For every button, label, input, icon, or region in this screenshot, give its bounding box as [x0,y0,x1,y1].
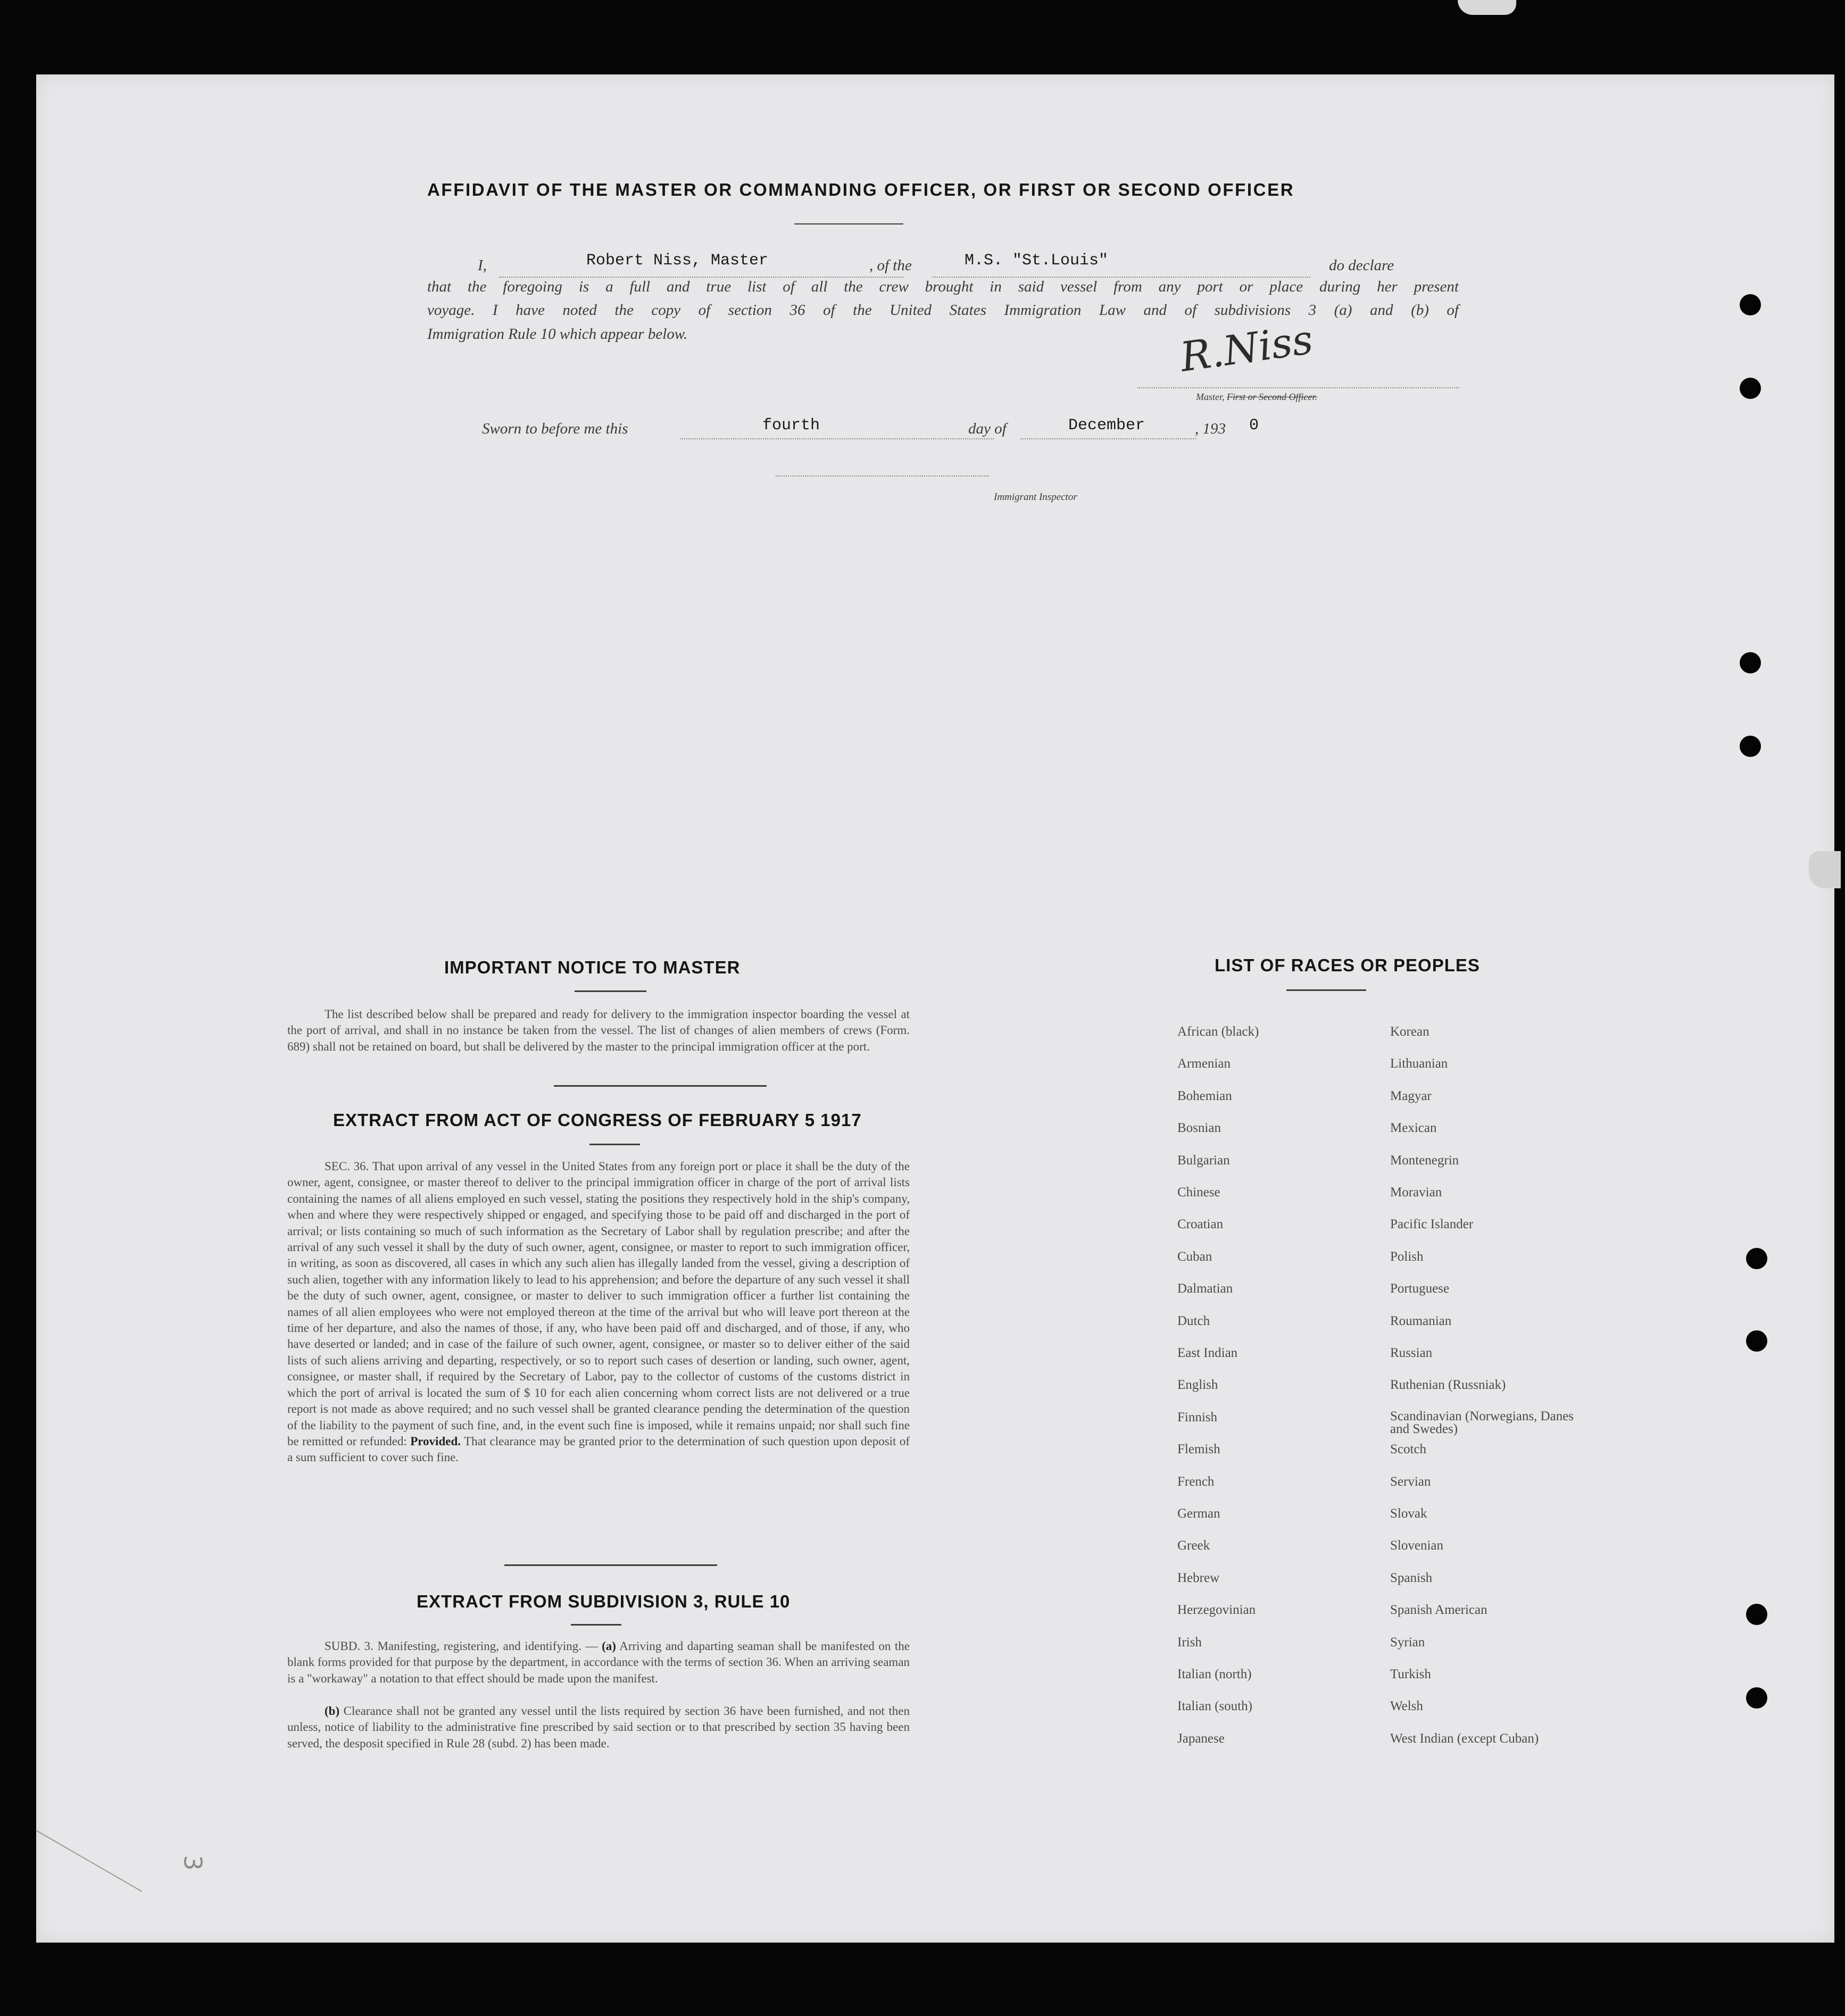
race-item: Croatian [1177,1217,1224,1232]
race-item: Italian (north) [1177,1667,1252,1681]
race-item: Bohemian [1177,1088,1232,1103]
race-item: Spanish American [1390,1603,1487,1618]
rule-a-label: (a) [602,1639,616,1653]
race-item: Dalmatian [1177,1281,1233,1296]
race-item: Armenian [1177,1056,1231,1071]
race-item: German [1177,1506,1220,1521]
rule-b-text: Clearance shall not be granted any vessel until the lists required by section 36 have been furnished, and not then unless, notice of liability to the administrative fine prescribed by said section or to that prescribed by section 35 having been served, the desposit specified in Rule 28 (subd. 2) has been made. [287,1704,910,1750]
affidavit-title: AFFIDAVIT OF THE MASTER OR COMMANDING OFFICER, OR FIRST OR SECOND OFFICER [427,180,1295,199]
act-body-text: SEC. 36. That upon arrival of any vessel in the United States from any foreign port or place it shall be the duty of the owner, agent, consignee, or master thereof to deliver to the principal immigration officer in charge of the port of arrival lists containing the names of all aliens employed en such vessel, stating the positions they respectively hold in the ship's company, when and where they were respectively shipped or engaged, and specifying those to be paid off and discharged in the port of arrival; or lists containing so much of such information as the Secretary of Labor shall by regulation prescribe; and after the arrival of any such vessel it shall by the duty of such owner, agent, consignee, or master to report to such immigration officer, in writing, as soon as discovered, all cases in which any such alien has illegally landed from the vessel, giving a description of such alien, together with any information likely to lead to his apprehension; and before the departure of any such vessel it shall be the duty of such owner, agent, consignee, or master to deliver to such immigration officer a further list containing the names of all alien employees who were not employed thereon at the time of the arrival but who will leave port thereon at the time of her departure, and also the names of those, if any, who have been paid off and discharged, and of those, if any, who have deserted or landed; and in case of the failure of such owner, agent, consignee, or master so to deliver either of the said lists of such aliens arriving and departing, respectively, or so to report such cases of desertion or landing, such owner, agent, consignee, or master shall, if required by the Secretary of Labor, pay to the collector of customs of the customs district in which the port of arrival is located the sum of $ 10 for each alien concerning whom correct lists are not delivered or a true report is not made as above required; and no such vessel shall be granted clearance pending the determination of the question of the liability to the payment of such fine, and, in the event such fine is imposed, while it remains unpaid; nor shall such fine be remitted or refunded: [287,1160,910,1448]
punch-hole-2 [1740,378,1761,399]
notice-rule [575,990,646,992]
affidavit-line-2: that the foregoing is a full and true list of all the crew brought in said vessel from any port or place during her present [427,278,1459,295]
rule-rule [571,1624,621,1626]
race-item: Greek [1177,1538,1210,1553]
race-item: Korean [1390,1024,1430,1039]
race-item: Lithuanian [1390,1056,1448,1071]
race-item: Spanish [1390,1570,1433,1585]
inspector-signature-line [776,476,988,477]
race-item: Finnish [1177,1410,1218,1424]
handwritten-signature: R.Niss [1177,315,1316,381]
race-item: Herzegovinian [1177,1603,1256,1618]
race-item: Pacific Islander [1390,1217,1474,1232]
signature-caption-master: Master, [1196,391,1225,402]
act-body [287,1159,910,1466]
race-item: Chinese [1177,1185,1220,1199]
race-item: Scotch [1390,1442,1427,1457]
paper-fragment-right [1809,851,1841,888]
affidavit-line-3: voyage. I have noted the copy of section 36 of the United States Immigration Law and of subdivisions 3 (a) and (b) of [427,302,1459,319]
paper-fragment-top [1458,0,1516,15]
act-rule [589,1144,640,1145]
sworn-label: Sworn to before me this [482,420,628,437]
act-title: EXTRACT FROM ACT OF CONGRESS OF FEBRUARY 5 1917 [333,1110,862,1130]
race-item: Magyar [1390,1088,1432,1103]
punch-hole-3 [1740,652,1761,673]
race-item: Moravian [1390,1185,1442,1199]
race-item: Turkish [1390,1667,1431,1681]
race-item: Dutch [1177,1313,1210,1328]
race-item: East Indian [1177,1346,1238,1360]
of-the-label: , of the [869,257,912,274]
day-field: fourth [762,416,820,435]
title-rule [794,223,903,224]
rule-a-text: Arriving and daparting seaman shall be manifested on the blank forms provided for that purpose by the department, in accordance with the terms of section 36. When an arriving seaman is a "workaway" a notation to that effect should be made upon the manifest. [287,1639,910,1685]
rule-title: EXTRACT FROM SUBDIVISION 3, RULE 10 [417,1592,791,1611]
race-item: Bosnian [1177,1121,1221,1136]
race-item: Cuban [1177,1249,1212,1264]
punch-hole-8 [1746,1687,1767,1709]
vessel-line [933,277,1310,278]
day-line [680,438,994,439]
races-rule [1286,989,1366,991]
race-item: Ruthenian (Russniak) [1390,1378,1506,1393]
i-label: I, [478,257,487,274]
inspector-caption: Immigrant Inspector [994,491,1077,503]
rule-paragraph-a [287,1638,910,1687]
punch-hole-1 [1740,294,1761,315]
rule-b-label: (b) [325,1704,340,1718]
races-title: LIST OF RACES OR PEOPLES [1215,955,1480,975]
act-divider [504,1564,717,1566]
race-item: Portuguese [1390,1281,1450,1296]
year-prefix-label: , 193 [1195,420,1226,437]
signature-line [1137,387,1459,388]
punch-hole-5 [1746,1248,1767,1269]
punch-hole-7 [1746,1604,1767,1625]
race-item: Polish [1390,1249,1424,1264]
notice-body: The list described below shall be prepared and ready for delivery to the immigration inspector boarding the vessel at the port of arrival, and shall in no instance be taken from the vessel. The list of changes of alien members of crews (Form. 689) shall not be retained on board, but shall be delivered by the master to the principal immigration officer at the port. [287,1007,910,1053]
punch-hole-6 [1746,1330,1767,1352]
race-item: Welsh [1390,1699,1423,1714]
race-item: French [1177,1474,1215,1489]
race-item: Roumanian [1390,1313,1452,1328]
race-item: Mexican [1390,1121,1437,1136]
master-name-field: Robert Niss, Master [586,252,769,270]
notice-divider [554,1085,767,1087]
race-item: Irish [1177,1635,1202,1650]
act-body-proviso: Provided. [410,1434,461,1448]
document-page [36,74,1834,1943]
race-item: Flemish [1177,1442,1220,1457]
race-item: Russian [1390,1346,1433,1360]
race-item: Hebrew [1177,1570,1220,1585]
race-item: Slovak [1390,1506,1427,1521]
race-item: Servian [1390,1474,1431,1489]
vessel-name-field: M.S. "St.Louis" [965,252,1109,270]
race-item: English [1177,1378,1218,1393]
race-item: West Indian (except Cuban) [1390,1731,1539,1746]
month-field: December [1068,416,1145,435]
signature-caption-struck: First or Second Officer. [1227,391,1317,402]
punch-hole-4 [1740,736,1761,757]
margin-pencil-mark: 3 [178,1855,207,1871]
race-item: Italian (south) [1177,1699,1252,1714]
race-item: Bulgarian [1177,1153,1230,1168]
margin-stroke [36,1830,142,1892]
signature-caption [1196,391,1317,403]
name-line [499,277,903,278]
day-of-label: day of [968,420,1007,437]
rule-a-lead: SUBD. 3. Manifesting, registering, and identifying. — [325,1639,598,1653]
race-item: Montenegrin [1390,1153,1459,1168]
rule-paragraph-b [287,1703,910,1752]
race-item: Slovenian [1390,1538,1443,1553]
year-field: 0 [1249,416,1259,435]
act-body-tail: That clearance may be granted prior to the determination of such question upon deposit of a sum sufficient to cover such fine. [287,1434,910,1464]
notice-title: IMPORTANT NOTICE TO MASTER [444,957,741,977]
race-item: Scandinavian (Norwegians, Danes and Swedes) [1390,1409,1574,1436]
race-item: Japanese [1177,1731,1225,1746]
race-item: African (black) [1177,1024,1259,1039]
affidavit-line-4: Immigration Rule 10 which appear below. [427,326,688,343]
do-declare-label: do declare [1329,257,1394,274]
month-line [1020,438,1196,439]
race-item: Syrian [1390,1635,1425,1650]
